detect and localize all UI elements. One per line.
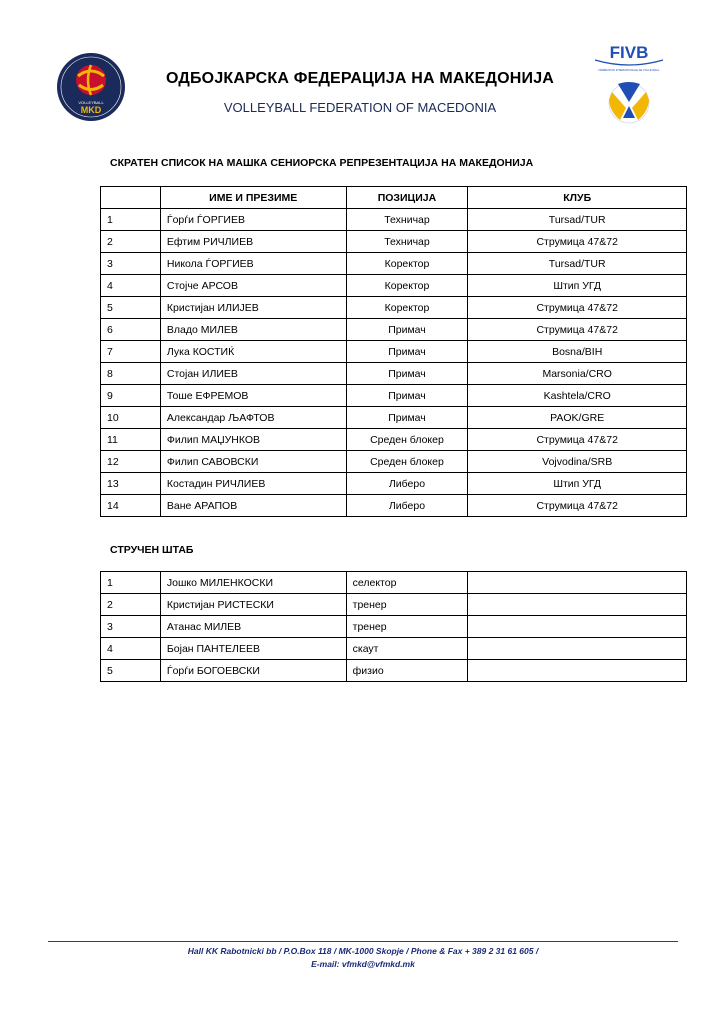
player-cell-role: Коректор [346, 297, 468, 319]
staff-row [101, 572, 687, 594]
player-cell-extra: Bosna/BIH [468, 341, 687, 363]
player-cell-extra: Tursad/TUR [468, 253, 687, 275]
player-cell-number: 6 [101, 319, 161, 341]
logo-right-small-text: FÉDÉRATION INTERNATIONALE DE VOLLEYBALL [598, 69, 660, 72]
player-cell-name: Кристијан ИЛИЈЕВ [160, 297, 346, 319]
staff-cell-extra [468, 616, 687, 638]
player-cell-role: Примач [346, 319, 468, 341]
staff-cell-role: тренер [346, 594, 468, 616]
player-cell-number: 2 [101, 231, 161, 253]
staff-row [101, 594, 687, 616]
player-cell-name: Костадин РИЧЛИЕВ [160, 473, 346, 495]
fivb-logo [590, 40, 668, 128]
logo-left-small-text: VOLLEYBALL [78, 100, 104, 105]
staff-cell-extra [468, 660, 687, 682]
header-position: ПОЗИЦИЈА [346, 187, 468, 209]
player-cell-name: Филип МАЏУНКОВ [160, 429, 346, 451]
player-cell-role: Среден блокер [346, 429, 468, 451]
player-cell-role: Либеро [346, 495, 468, 517]
staff-row [101, 660, 687, 682]
footer-email: E-mail: vfmkd@vfmkd.mk [311, 959, 415, 969]
player-cell-role: Техничар [346, 231, 468, 253]
staff-cell-name: Ѓорѓи БОГОЕВСКИ [160, 660, 346, 682]
player-cell-role: Примач [346, 385, 468, 407]
player-cell-extra: Vojvodina/SRB [468, 451, 687, 473]
header-number [101, 187, 161, 209]
player-row [101, 407, 687, 429]
staff-table [100, 571, 687, 682]
player-cell-role: Примач [346, 407, 468, 429]
staff-cell-role: тренер [346, 616, 468, 638]
player-row [101, 341, 687, 363]
staff-cell-number: 2 [101, 594, 161, 616]
player-cell-role: Либеро [346, 473, 468, 495]
player-cell-name: Лука КОСТИЌ [160, 341, 346, 363]
player-cell-role: Техничар [346, 209, 468, 231]
player-cell-number: 12 [101, 451, 161, 473]
player-cell-name: Никола ЃОРГИЕВ [160, 253, 346, 275]
staff-cell-role: селектор [346, 572, 468, 594]
player-cell-number: 1 [101, 209, 161, 231]
staff-cell-number: 4 [101, 638, 161, 660]
player-row [101, 297, 687, 319]
logo-right-text: FIVB [609, 43, 649, 62]
players-header-row [101, 187, 687, 209]
staff-cell-number: 3 [101, 616, 161, 638]
staff-cell-name: Бојан ПАНТЕЛЕЕВ [160, 638, 346, 660]
player-cell-extra: PAOK/GRE [468, 407, 687, 429]
staff-cell-extra [468, 572, 687, 594]
player-cell-number: 9 [101, 385, 161, 407]
player-cell-role: Примач [346, 341, 468, 363]
player-cell-extra: Струмица 47&72 [468, 319, 687, 341]
player-cell-extra: Струмица 47&72 [468, 297, 687, 319]
logo-left-text: MKD [80, 105, 102, 115]
player-row [101, 231, 687, 253]
player-cell-number: 14 [101, 495, 161, 517]
player-row [101, 429, 687, 451]
player-cell-extra: Marsonia/CRO [468, 363, 687, 385]
player-row [101, 209, 687, 231]
player-row [101, 495, 687, 517]
player-cell-number: 3 [101, 253, 161, 275]
players-table [100, 186, 687, 517]
footer-divider [48, 941, 678, 942]
player-row [101, 385, 687, 407]
staff-cell-extra [468, 594, 687, 616]
player-cell-name: Тоше ЕФРЕМОВ [160, 385, 346, 407]
player-cell-name: Ѓорѓи ЃОРГИЕВ [160, 209, 346, 231]
staff-cell-name: Јошко МИЛЕНКОСКИ [160, 572, 346, 594]
player-cell-name: Ефтим РИЧЛИЕВ [160, 231, 346, 253]
player-cell-name: Стојче АРСОВ [160, 275, 346, 297]
player-cell-role: Коректор [346, 275, 468, 297]
player-row [101, 319, 687, 341]
player-cell-role: Коректор [346, 253, 468, 275]
player-cell-extra: Струмица 47&72 [468, 495, 687, 517]
player-cell-number: 11 [101, 429, 161, 451]
player-cell-role: Среден блокер [346, 451, 468, 473]
staff-row [101, 616, 687, 638]
player-cell-name: Стојан ИЛИЕВ [160, 363, 346, 385]
federation-title-en: VOLLEYBALL FEDERATION OF MACEDONIA [223, 100, 497, 115]
staff-title: СТРУЧЕН ШТАБ [110, 544, 194, 556]
player-cell-extra: Струмица 47&72 [468, 429, 687, 451]
player-cell-extra: Струмица 47&72 [468, 231, 687, 253]
player-cell-name: Александар ЉАФТОВ [160, 407, 346, 429]
player-cell-number: 8 [101, 363, 161, 385]
federation-title-mk: ОДБОЈКАРСКА ФЕДЕРАЦИЈА НА МАКЕДОНИЈА [165, 70, 555, 87]
player-cell-role: Примач [346, 363, 468, 385]
staff-cell-role: скаут [346, 638, 468, 660]
player-cell-number: 5 [101, 297, 161, 319]
player-cell-number: 10 [101, 407, 161, 429]
footer-address: Hall KK Rabotnicki bb / P.O.Box 118 / MK-1000 Skopje / Phone & Fax + 389 2 31 61 605 / [187, 946, 539, 956]
players-list-title: СКРАТЕН СПИСОК НА МАШКА СЕНИОРСКА РЕПРЕЗЕНТАЦИЈА НА МАКЕДОНИЈА [110, 157, 534, 169]
player-cell-extra: Штип УГД [468, 473, 687, 495]
header-name: ИМЕ И ПРЕЗИМЕ [160, 187, 346, 209]
staff-cell-number: 1 [101, 572, 161, 594]
player-row [101, 363, 687, 385]
player-cell-number: 7 [101, 341, 161, 363]
staff-cell-name: Атанас МИЛЕВ [160, 616, 346, 638]
player-cell-extra: Tursad/TUR [468, 209, 687, 231]
player-cell-number: 13 [101, 473, 161, 495]
staff-cell-role: физио [346, 660, 468, 682]
player-row [101, 473, 687, 495]
player-row [101, 451, 687, 473]
staff-row [101, 638, 687, 660]
staff-cell-number: 5 [101, 660, 161, 682]
player-cell-name: Филип САВОВСКИ [160, 451, 346, 473]
player-cell-extra: Kashtela/CRO [468, 385, 687, 407]
staff-cell-name: Кристијан РИСТЕСКИ [160, 594, 346, 616]
staff-cell-extra [468, 638, 687, 660]
player-row [101, 275, 687, 297]
player-row [101, 253, 687, 275]
player-cell-name: Владо МИЛЕВ [160, 319, 346, 341]
mkd-volleyball-logo [56, 52, 126, 122]
player-cell-number: 4 [101, 275, 161, 297]
player-cell-extra: Штип УГД [468, 275, 687, 297]
header-club: КЛУБ [468, 187, 687, 209]
player-cell-name: Ване АРАПОВ [160, 495, 346, 517]
